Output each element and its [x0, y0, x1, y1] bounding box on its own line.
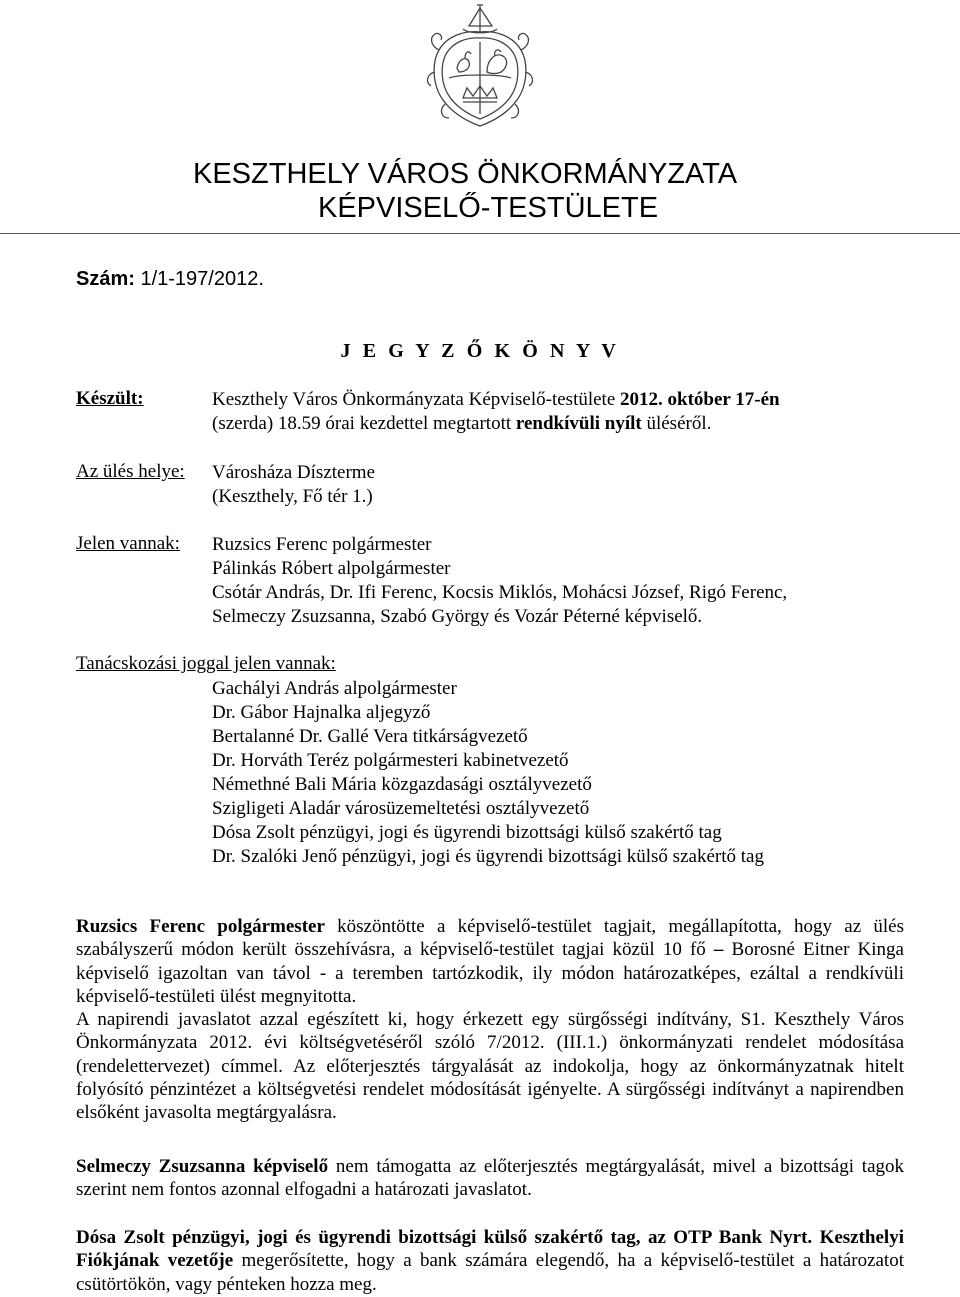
title-line-1: KESZTHELY VÁROS ÖNKORMÁNYZATA: [193, 158, 738, 190]
paragraph-text: megerősítette, hogy a bank számára elegendő, ha a képviselő-testület a határozatot csütörtökön, vagy pénteken hozza meg.: [76, 1250, 904, 1295]
tanacskozasi-label: Tanácskozási joggal jelen vannak:: [76, 653, 336, 674]
document-number-label: Szám:: [76, 268, 135, 290]
jelen-vannak-label: Jelen vannak:: [76, 533, 180, 554]
ules-helye-line: (Keszthely, Fő tér 1.): [212, 486, 373, 507]
ules-helye-line: Városháza Díszterme: [212, 462, 376, 483]
keszult-line-2-text: (szerda) 18.59 órai kezdettel megtartott: [212, 413, 516, 434]
keszult-line-2-end: üléséről.: [641, 413, 712, 434]
advisory-attendee-line: Dr. Szalóki Jenő pénzügyi, jogi és ügyrendi bizottsági külső szakértő tag: [212, 846, 764, 867]
keszult-label: Készült:: [76, 388, 144, 409]
attendee-line: Ruzsics Ferenc polgármester: [212, 534, 432, 555]
meeting-type: rendkívüli nyílt: [515, 413, 642, 434]
ules-helye-label: Az ülés helye:: [76, 461, 185, 482]
keszult-line-1-text: Keszthely Város Önkormányzata Képviselő-testülete: [212, 389, 621, 410]
advisory-attendee-line: Dósa Zsolt pénzügyi, jogi és ügyrendi bizottsági külső szakértő tag: [212, 822, 722, 843]
speaker-name: Dósa Zsolt pénzügyi, jogi és ügyrendi bizottsági külső szakértő tag, az OTP Bank Nyrt. Keszthelyi Fiókjának vezetője: [76, 1227, 904, 1272]
paragraph-text: nem támogatta az előterjesztés megtárgyalását, mivel a bizottsági tagok szerint nem fontos azonnal elfogadni a határozati javaslatot.: [76, 1156, 905, 1201]
header-divider: [0, 233, 960, 234]
document-number: [76, 268, 264, 291]
paragraph-text: A napirendi javaslatot azzal egészített ki, hogy érkezett egy sürgősségi indítvány, S1. Keszthely Város Önkormányzata 2012. évi költségvetéséről szóló 7/2012. (III.1.) önkormányzati rendelet módosítása (rendelettervezet) címmel. Az előterjesztés tárgyalását az indokolja, hogy az önkormányzatnak hitelt folyósító pénzintézet a költségvetési rendelet módosítását igényelte. A sürgősségi indítványt a napirendben elsőként javasolta megtárgyalásra.: [76, 1009, 904, 1124]
advisory-attendee-line: Szigligeti Aladár városüzemeltetési osztályvezető: [212, 798, 590, 819]
tanacskozasi-list: [212, 677, 764, 869]
document-number-value: 1/1-197/2012.: [140, 268, 264, 290]
paragraph-text: köszöntötte a képviselő-testület tagjait, megállapította, hogy az ülés szabályszerű módon került összehívásra, a képviselő-testület tagjai közül 10 fő: [76, 916, 904, 961]
advisory-attendee-line: Dr. Horváth Teréz polgármesteri kabinetvezető: [212, 750, 569, 771]
speaker-name: Ruzsics Ferenc polgármester: [76, 916, 325, 937]
title-line-2: KÉPVISELŐ-TESTÜLETE: [318, 192, 659, 224]
advisory-attendee-line: Gachályi András alpolgármester: [212, 678, 457, 699]
advisory-attendee-line: Dr. Gábor Hajnalka aljegyző: [212, 702, 431, 723]
attendee-line: Selmeczy Zsuzsanna, Szabó György és Vozár Péterné képviselő.: [212, 606, 703, 627]
advisory-attendee-line: Némethné Bali Mária közgazdasági osztályvezető: [212, 774, 592, 795]
keszult-line-1: [212, 388, 780, 412]
speaker-name: Selmeczy Zsuzsanna képviselő: [76, 1156, 329, 1177]
paragraph-opening: [76, 915, 904, 1125]
coat-of-arms-logo: [425, 2, 535, 128]
document-heading: J E G Y Z Ő K Ö N Y V: [340, 340, 620, 362]
paragraph-dosa: [76, 1226, 904, 1296]
attendee-line: Csótár András, Dr. Ifi Ferenc, Kocsis Miklós, Mohácsi József, Rigó Ferenc,: [212, 582, 788, 603]
paragraph-text: Borosné Eitner Kinga képviselő igazoltan van távol - a teremben tartózkodik, ily módon határozatképes, ezáltal a rendkívüli képviselő-testületi ülést megnyitotta.: [76, 939, 904, 1007]
advisory-attendee-line: Bertalanné Dr. Gallé Vera titkárságvezető: [212, 726, 528, 747]
attendee-line: Pálinkás Róbert alpolgármester: [212, 558, 451, 579]
dash: –: [713, 939, 724, 961]
keszult-line-2: [212, 412, 711, 436]
meeting-date: 2012. október 17-én: [620, 389, 780, 410]
ules-helye-list: [212, 461, 375, 509]
paragraph-selmeczy: [76, 1155, 904, 1202]
jelen-vannak-list: [212, 533, 787, 629]
